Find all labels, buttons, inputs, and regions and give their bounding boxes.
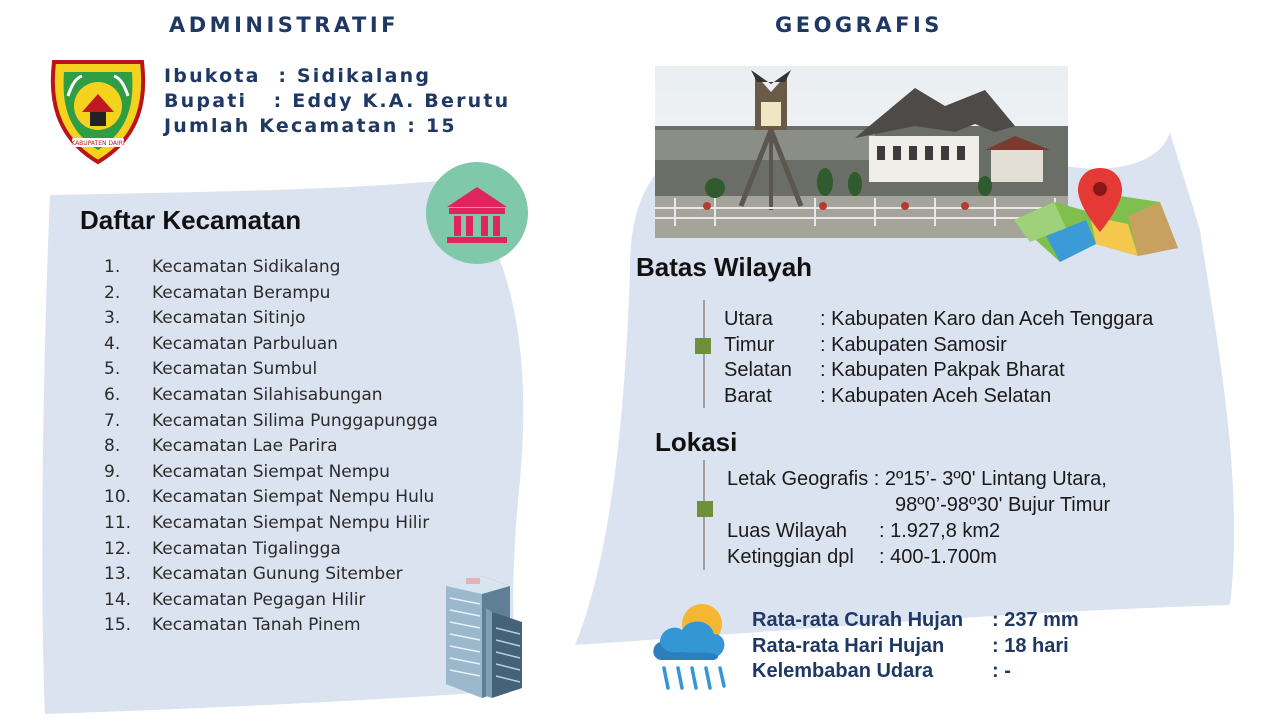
bank-icon (425, 161, 529, 265)
batas-row-barat (724, 384, 1153, 410)
list-item (104, 359, 438, 385)
building-icon (440, 572, 526, 700)
list-item (104, 590, 438, 616)
iklim-row-curah (752, 608, 1079, 634)
list-number: 14. (104, 589, 132, 610)
list-number: 7. (104, 410, 121, 431)
batas-value: : Kabupaten Pakpak Bharat (820, 359, 1065, 382)
admin-label: Ibukota (164, 65, 279, 87)
list-number: 3. (104, 308, 121, 329)
iklim-label: Rata-rata Hari Hujan (752, 634, 945, 657)
list-text: Kecamatan Sidikalang (152, 257, 341, 277)
iklim-value: : 237 mm (992, 609, 1079, 631)
list-number: 15. (104, 615, 132, 636)
letak-value-2: 98º0’-98º30' Bujur Timur (895, 494, 1111, 516)
letak-label: Letak Geografis : (727, 468, 885, 490)
list-text: Kecamatan Gunung Sitember (152, 564, 403, 585)
batas-label: Utara (724, 308, 773, 330)
admin-label: Bupati (164, 90, 274, 112)
list-number: 10. (104, 487, 132, 508)
luas-value: : 1.927,8 km2 (879, 520, 1001, 542)
list-item (104, 462, 438, 488)
letak-value-1: 2º15’- 3º0' Lintang Utara, (884, 468, 1107, 490)
iklim-row-kelembaban (752, 659, 1079, 685)
admin-value: : Sidikalang (278, 65, 432, 87)
list-number: 13. (104, 564, 132, 585)
lokasi-list (727, 466, 1110, 570)
list-item (104, 385, 438, 411)
batas-value: : Kabupaten Samosir (820, 333, 1007, 356)
batas-divider (703, 300, 705, 408)
list-item (104, 487, 438, 513)
svg-text:KABUPATEN DAIRI: KABUPATEN DAIRI (71, 140, 125, 147)
list-number: 2. (104, 282, 121, 303)
batas-marker (695, 338, 711, 354)
letak-row (727, 466, 1110, 492)
list-text: Kecamatan Berampu (152, 282, 331, 303)
admin-info (164, 64, 510, 139)
batas-row-selatan (724, 358, 1153, 384)
lokasi-title: Lokasi (655, 427, 738, 457)
office-photo (655, 66, 1068, 238)
list-item (104, 334, 438, 360)
regency-emblem (46, 56, 150, 166)
list-number: 6. (104, 384, 121, 405)
list-text: Kecamatan Siempat Nempu Hulu (152, 487, 435, 508)
list-text: Kecamatan Tanah Pinem (152, 615, 361, 636)
list-item (104, 411, 438, 437)
admin-value: : 15 (407, 115, 457, 137)
luas-row (727, 518, 1110, 544)
iklim-label: Rata-rata Curah Hujan (752, 609, 964, 631)
batas-row-timur (724, 333, 1153, 359)
batas-row-utara (724, 307, 1153, 333)
list-number: 11. (104, 512, 132, 533)
lokasi-marker (697, 501, 713, 517)
list-text: Kecamatan Lae Parira (152, 436, 338, 457)
letak-row-2 (727, 492, 1110, 518)
list-item (104, 257, 438, 283)
admin-row-ibukota (164, 64, 510, 89)
list-text: Kecamatan Silima Punggapungga (152, 410, 438, 431)
list-item (104, 283, 438, 309)
list-text: Kecamatan Pegagan Hilir (152, 589, 366, 610)
list-text: Kecamatan Sumbul (152, 359, 318, 380)
geo-heading: GEOGRAFIS (775, 13, 943, 37)
iklim-value: : - (992, 660, 1011, 682)
batas-list (724, 307, 1153, 410)
list-item (104, 308, 438, 334)
list-text: Kecamatan Sitinjo (152, 308, 306, 329)
admin-row-bupati (164, 89, 510, 114)
list-item (104, 615, 438, 641)
list-item (104, 539, 438, 565)
tinggi-value: : 400-1.700m (879, 546, 997, 568)
tinggi-row (727, 544, 1110, 570)
kecamatan-list (104, 257, 438, 641)
admin-row-jumlah (164, 114, 510, 139)
batas-label: Timur (724, 333, 775, 356)
list-number: 12. (104, 538, 132, 559)
batas-value: : Kabupaten Karo dan Aceh Tenggara (820, 308, 1154, 330)
batas-label: Selatan (724, 359, 792, 382)
kecamatan-title: Daftar Kecamatan (80, 205, 302, 235)
list-number: 1. (104, 257, 121, 277)
tinggi-label: Ketinggian dpl (727, 546, 854, 568)
luas-label: Luas Wilayah (727, 520, 848, 542)
iklim-value: : 18 hari (992, 634, 1069, 657)
list-text: Kecamatan Siempat Nempu (152, 461, 390, 482)
rain-cloud-icon (648, 600, 732, 696)
list-text: Kecamatan Parbuluan (152, 333, 338, 354)
batas-title: Batas Wilayah (636, 252, 813, 282)
list-item (104, 436, 438, 462)
iklim-label: Kelembaban Udara (752, 660, 934, 682)
map-pin-icon (1010, 168, 1180, 264)
list-text: Kecamatan Siempat Nempu Hilir (152, 512, 430, 533)
batas-label: Barat (724, 385, 772, 408)
admin-value: : Eddy K.A. Berutu (273, 90, 511, 112)
list-number: 4. (104, 333, 121, 354)
admin-label: Jumlah Kecamatan (164, 115, 408, 137)
list-number: 9. (104, 461, 121, 482)
list-number: 8. (104, 436, 121, 457)
list-text: Kecamatan Silahisabungan (152, 384, 383, 405)
list-number: 5. (104, 359, 121, 380)
list-item (104, 564, 438, 590)
admin-heading: ADMINISTRATIF (169, 13, 400, 37)
list-text: Kecamatan Tigalingga (152, 538, 341, 559)
list-item (104, 513, 438, 539)
iklim-list (752, 608, 1079, 685)
iklim-row-hari (752, 634, 1079, 660)
batas-value: : Kabupaten Aceh Selatan (820, 385, 1052, 408)
